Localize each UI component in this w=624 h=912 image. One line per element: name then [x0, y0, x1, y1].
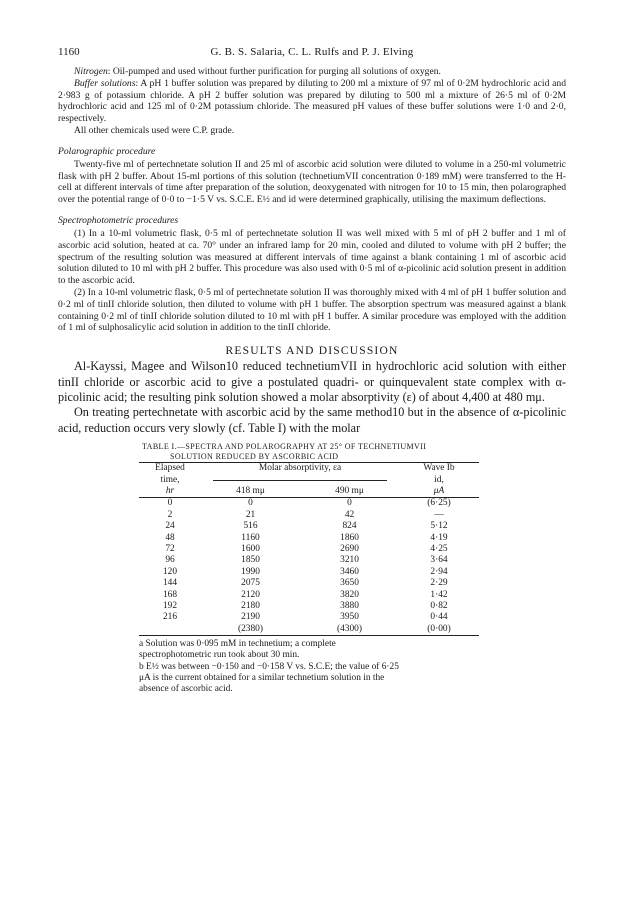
- col-elapsed-unit: hr: [165, 485, 175, 496]
- col-elapsed-line2: time,: [160, 474, 180, 485]
- table-cell: 3820: [340, 589, 359, 600]
- table-cell: 516: [243, 521, 258, 532]
- table-cell: 216: [162, 612, 178, 623]
- table-cell: 96: [165, 555, 175, 566]
- table-cell: 2690: [340, 544, 359, 555]
- table-cell: 3650: [340, 578, 359, 589]
- table-row: [139, 521, 479, 532]
- table-cell: 1850: [241, 555, 260, 566]
- table-cell: 1·42: [430, 589, 448, 600]
- table-cell: (4300): [337, 623, 362, 634]
- col-elapsed-line1: Elapsed: [155, 463, 185, 474]
- table-cell: 144: [162, 578, 178, 589]
- table-row: [139, 510, 479, 521]
- table-cell: 1860: [340, 532, 359, 543]
- polarographic-paragraph: Twenty-five ml of pertechnetate solution II and 25 ml of ascorbic acid solution were diluted to volume in a 250-ml volumetric flask with pH 2 buffer. About 15-ml portions of this solution (technetiumVII concentration 0·189 mM) were transferred to the H-cell at different intervals of time after preparation of the solution, deoxygenated with nitrogen for 10 to 15 min, then polarographed over the potential range of 0·0 to −1·5 V vs. S.C.E. E½ and id were determined graphically, utilising the maximum deflections.: [58, 158, 566, 206]
- page: [58, 46, 566, 695]
- table-cell: 0: [248, 498, 253, 509]
- table-row: [139, 624, 479, 636]
- table-cell: 2180: [241, 601, 260, 612]
- polarographic-heading: Polarographic procedure: [58, 145, 156, 157]
- results-paragraph-2: On treating pertechnetate with ascorbic acid by the same method10 but in the absence of α-picolinic acid, reduction occurs very slowly (cf. Table I) with the molar: [58, 405, 566, 435]
- table-cell: 0: [347, 498, 352, 509]
- table-cell: 4·25: [430, 544, 448, 555]
- table-cell: 3880: [340, 601, 359, 612]
- nitrogen-label: Nitrogen: [74, 66, 108, 77]
- table-row: [139, 555, 479, 566]
- col-490-head: 490 mμ: [335, 485, 364, 496]
- table-cell: 0·82: [430, 601, 448, 612]
- table-cell: 48: [165, 532, 175, 543]
- table-caption-line-2: SOLUTION REDUCED BY ASCORBIC ACID: [170, 452, 339, 462]
- running-header: [58, 46, 566, 62]
- table-cell: 1160: [241, 532, 260, 543]
- results-heading: RESULTS AND DISCUSSION: [225, 345, 399, 358]
- table-cell: 1990: [241, 566, 260, 577]
- table-cell: 42: [344, 509, 355, 520]
- table-header-row-3: [139, 486, 479, 498]
- page-number: 1160: [58, 46, 80, 58]
- table-cell: (0·00): [427, 623, 451, 634]
- table-row: [139, 601, 479, 612]
- table-cell: 1600: [241, 544, 260, 555]
- table-caption: [142, 442, 566, 462]
- table-cell: 5·12: [430, 521, 448, 532]
- table-row: [139, 533, 479, 544]
- table-cell: 2·94: [430, 566, 448, 577]
- nitrogen-paragraph: [58, 66, 566, 78]
- table-cell: 2190: [241, 612, 260, 623]
- table-cell: 24: [165, 521, 175, 532]
- results-paragraph-1: Al-Kayssi, Magee and Wilson10 reduced technetiumVII in hydrochloric acid solution with either tinII chloride or ascorbic acid to give a postulated quadri- or quinquevalent state complex with α-picolinic acid; the resulting pink solution showed a molar absorptivity (ε) of about 4,400 at 480 mμ.: [58, 359, 566, 404]
- table-row: [139, 567, 479, 578]
- table-header-row-2: [139, 475, 479, 486]
- table-cell: 2: [167, 509, 173, 520]
- table-row: [139, 544, 479, 555]
- table-cell: 72: [165, 544, 175, 555]
- table-cell: 0: [167, 498, 173, 509]
- table-row: [139, 578, 479, 589]
- col-wave-unit: μA: [433, 485, 445, 496]
- table-cell: [139, 624, 201, 636]
- nitrogen-text: : Oil-pumped and used without further purification for purging all solutions of oxygen.: [107, 66, 441, 77]
- table-cell: 168: [162, 589, 178, 600]
- table-row: [139, 612, 479, 623]
- table-cell: 2075: [241, 578, 260, 589]
- table-cell: —: [434, 509, 444, 520]
- table-footnote-a: a Solution was 0·095 mM in technetium; a complete spectrophotometric run took about 30 min.: [139, 639, 336, 661]
- table-header-row-1: [139, 463, 479, 474]
- table-cell: 120: [162, 566, 178, 577]
- spectro-paragraph-2: (2) In a 10-ml volumetric flask, 0·5 ml of pertechnetate solution II was thoroughly mixed with 4 ml of pH 1 buffer solution and 0·2 ml of tinII chloride solution, then diluted to volume with pH 1 buffer. The absorption spectrum was measured against a blank containing 0·2 ml of tinII chloride solution diluted to 10 ml with pH 1 buffer. A similar procedure was employed with the addition of 1 ml of sulphosalicylic acid solution in addition to the tinII chloride.: [58, 286, 566, 334]
- table-footnote-b: b E½ was between −0·150 and −0·158 V vs. S.C.E; the value of 6·25 μA is the current obtained for a similar technetium solution in the absence of ascorbic acid.: [139, 661, 399, 695]
- spectrophotometric-heading: Spectrophotometric procedures: [58, 214, 179, 226]
- table-row: [139, 498, 479, 509]
- spectro-paragraph-1: (1) In a 10-ml volumetric flask, 0·5 ml of pertechnetate solution II was well mixed with 5 ml of pH 2 buffer and 1 ml of ascorbic acid solution, heated at ca. 70° under an infrared lamp for 20 min, cooled and diluted to volume with pH 2 buffer; the spectrum of the resulting solution was measured at different intervals of time against a blank containing 1 ml of ascorbic acid solution diluted to 10 ml with pH 2 buffer. This procedure was also used with 0·5 ml of α-picolinic acid solution present in addition to the ascorbic acid.: [58, 227, 566, 287]
- chemicals-paragraph: All other chemicals used were C.P. grade.: [74, 124, 235, 136]
- table-cell: 3210: [340, 555, 359, 566]
- data-table: [139, 462, 479, 636]
- running-authors: G. B. S. Salaria, C. L. Rulfs and P. J. Elving: [210, 46, 414, 58]
- table-cell: 824: [342, 521, 357, 532]
- col-418-head: 418 mμ: [236, 485, 265, 496]
- col-absorptivity-head: Molar absorptivity, εa: [258, 463, 342, 474]
- table-cell: 3950: [340, 612, 359, 623]
- table-cell: 21: [245, 509, 256, 520]
- table-cell: (6·25): [427, 498, 451, 509]
- col-wave-line1: Wave Ib: [423, 463, 455, 474]
- table-cell: 192: [162, 601, 178, 612]
- table-cell: 4·19: [430, 532, 448, 543]
- table-cell: 3460: [340, 566, 359, 577]
- table-cell: (2380): [238, 623, 263, 634]
- table-cell: 2·29: [430, 578, 448, 589]
- table-caption-line-1: TABLE I.—SPECTRA AND POLAROGRAPHY AT 25° OF TECHNETIUMVII: [142, 442, 427, 452]
- table-cell: 3·64: [430, 555, 448, 566]
- buffer-label: Buffer solutions: [74, 77, 136, 89]
- table-cell: 2120: [241, 589, 260, 600]
- buffer-paragraph: [58, 78, 566, 125]
- col-wave-line2: id,: [434, 474, 444, 485]
- table-row: [139, 590, 479, 601]
- buffer-text: : A pH 1 buffer solution was prepared by diluting to 200 ml a mixture of 97 ml of 0·2M hydrochloric acid and 2·983 g of potassium chloride. A pH 2 buffer solution was prepared by diluting to 500 ml a mixture of 26·5 ml of 0·2M hydrochloric acid and 125 ml of 0·2M potassium chloride. The measured pH values of these buffer solutions were 1·0 and 2·0, respectively.: [58, 77, 567, 125]
- table-cell: 0·44: [430, 612, 448, 623]
